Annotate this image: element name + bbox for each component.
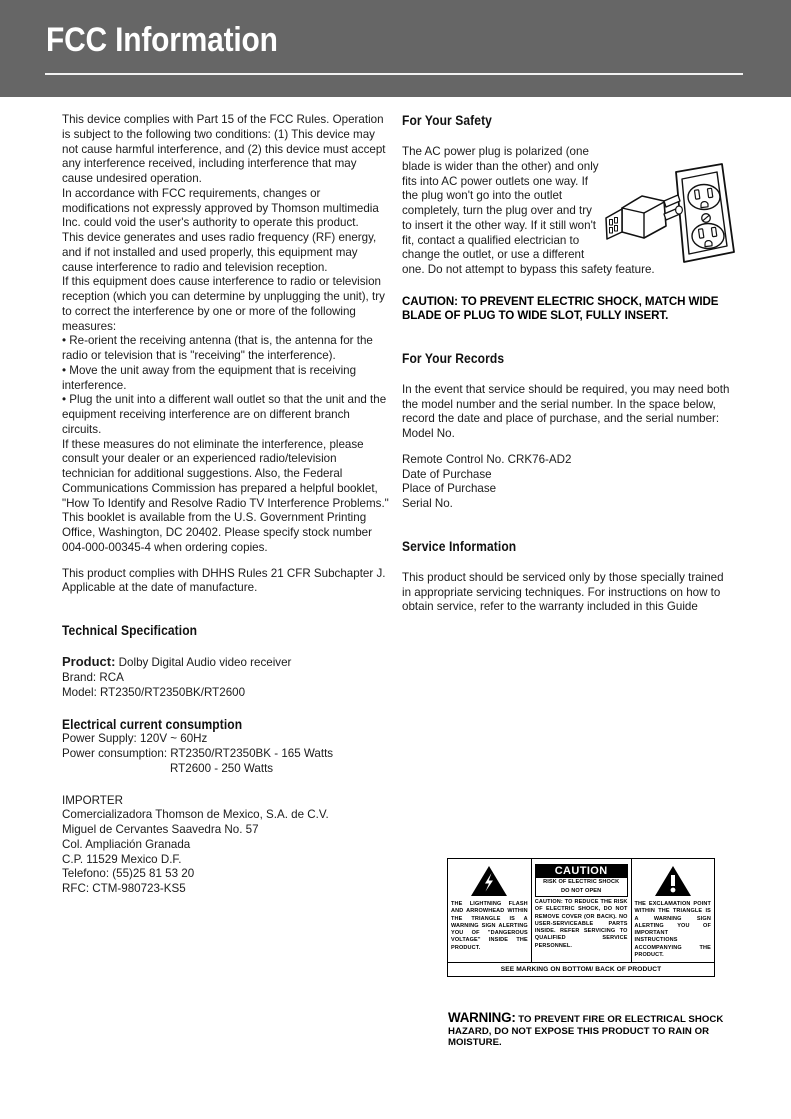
- exclamation-point-triangle-icon: [654, 862, 692, 900]
- safety-paragraph-text: The AC power plug is polarized (one blade is wider than the other) and only fits into AC power outlets one way. If the plug won't go into the outlet completely, turn the plug over and try to insert it the other way. If it still won't fit, contact a qualified electrician to change the outlet, or use a different one. Do not attempt to bypass this safety feature.: [402, 145, 655, 276]
- safety-panel-exclamation-text: THE EXCLAMATION POINT WITHIN THE TRIANGLE IS A WARNING SIGN ALERTING YOU OF IMPORTANT INSTRUCTIONS ACCOMPANYING THE PRODUCT.: [634, 901, 711, 959]
- product-value: Dolby Digital Audio video receiver: [115, 656, 292, 669]
- importer-line-4: C.P. 11529 Mexico D.F.: [62, 852, 182, 866]
- spacer: [402, 512, 732, 539]
- safety-label-panels: [448, 859, 714, 962]
- page-header-band: [0, 0, 791, 97]
- records-field-place-of-purchase: Place of Purchase: [402, 482, 497, 496]
- caution-prevent-shock-text: CAUTION: TO PREVENT ELECTRIC SHOCK, MATCH WIDE BLADE OF PLUG TO WIDE SLOT, FULLY INSERT.: [402, 294, 719, 323]
- records-field-serial-no: Serial No.: [402, 497, 453, 511]
- for-your-safety-heading: For Your Safety: [402, 113, 492, 128]
- see-marking-footer: SEE MARKING ON BOTTOM/ BACK OF PRODUCT: [448, 962, 714, 976]
- records-field-date-of-purchase: Date of Purchase: [402, 467, 492, 481]
- for-your-records-heading: For Your Records: [402, 350, 505, 366]
- caution-cap-banner: [535, 864, 628, 897]
- safety-panel-lightning-text: THE LIGHTNING FLASH AND ARROWHEAD WITHIN THE TRIANGLE IS A WARNING SIGN ALERTING YOU OF "DANGEROUS VOLTAGE" INSIDE THE PRODUCT.: [451, 901, 528, 951]
- fcc-paragraph-2: In accordance with FCC requirements, changes or modifications not expressly approved by Thomson multimedia Inc. could void the user's authority to operate this product.: [62, 186, 379, 230]
- importer-heading: IMPORTER: [62, 793, 123, 807]
- fcc-paragraph-3: This device generates and uses radio frequency (RF) energy, and if not installed and used properly, this equipment may cause interference to radio and television reception.: [62, 231, 377, 274]
- power-supply-line: Power Supply: 120V ~ 60Hz: [62, 732, 208, 746]
- records-field-model-no: Model No.: [402, 427, 455, 441]
- product-label: Product:: [62, 654, 116, 669]
- fcc-paragraph-4: If this equipment does cause interference to radio or television reception (which you can determine by unplugging the unit), try to correct the interference by one or more of the following measures:: [62, 275, 385, 333]
- caution-cap-title: CAUTION: [536, 865, 627, 878]
- warning-body-text: TO PREVENT FIRE OR ELECTRICAL SHOCK HAZARD, DO NOT EXPOSE THIS PRODUCT TO RAIN OR MOISTURE.: [448, 1014, 724, 1049]
- spacer: [62, 700, 389, 717]
- power-consumption-line-2: RT2600 - 250 Watts: [170, 761, 274, 775]
- spacer: [62, 596, 389, 623]
- electrical-consumption-heading: Electrical current consumption: [62, 717, 243, 733]
- caution-cap-line-2: DO NOT OPEN: [536, 888, 627, 897]
- technical-specification-heading: Technical Specification: [62, 623, 198, 638]
- warning-label: WARNING:: [448, 1010, 516, 1025]
- spacer: [402, 442, 732, 453]
- spacer: [62, 777, 389, 794]
- model-line: Model: RT2350/RT2350BK/RT2600: [62, 685, 246, 699]
- importer-line-6: RFC: CTM-980723-KS5: [62, 882, 186, 895]
- importer-line-1: Comercializadora Thomson de Mexico, S.A. de C.V.: [62, 808, 329, 822]
- spacer: [402, 324, 732, 351]
- fcc-bullet-1: • Re-orient the receiving antenna (that is, the antenna for the radio or television that is "receiving" the interference).: [62, 334, 373, 362]
- ac-plug-outlet-illustration: [598, 152, 738, 270]
- spacer: [402, 278, 732, 295]
- records-field-remote-control-no: Remote Control No. CRK76-AD2: [402, 452, 572, 466]
- importer-line-2: Miguel de Cervantes Saavedra No. 57: [62, 823, 259, 836]
- warning-rain-moisture: [448, 1012, 738, 1049]
- product-line: [62, 655, 389, 671]
- safety-panel-exclamation: [632, 859, 714, 962]
- safety-panel-caution-text: CAUTION: TO REDUCE THE RISK OF ELECTRIC SHOCK, DO NOT REMOVE COVER (OR BACK). NO USER-SERVICEABLE PARTS INSIDE. REFER SERVICING TO QUALIFIED SERVICE PERSONNEL.: [534, 899, 628, 949]
- header-divider-rule: [45, 73, 743, 75]
- dhhs-paragraph: This product complies with DHHS Rules 21 CFR Subchapter J. Applicable at the date of manufacture.: [62, 566, 386, 595]
- fcc-paragraph-5: If these measures do not eliminate the interference, please consult your dealer or an experienced radio/television technician for additional suggestions. Also, the Federal Communications Commission has prepared a helpful booklet, "How To Identify and Resolve Radio TV Interference Problems." This booklet is available from the U.S. Government Printing Office, Washington, DC 20402. Please specify stock number 004-000-00345-4 when ordering copies.: [62, 437, 389, 554]
- left-column: [62, 113, 389, 897]
- records-paragraph: In the event that service should be required, you may need both the model number and the serial number. In the space below, record the date and place of purchase, and the serial number:: [402, 382, 730, 426]
- service-paragraph: This product should be serviced only by those specially trained in appropriate servicing techniques. For instructions on how to obtain service, refer to the warranty included in this Guide: [402, 570, 724, 614]
- page-title: FCC Information: [46, 21, 278, 59]
- power-consumption-line: Power consumption: RT2350/RT2350BK - 165 Watts: [62, 747, 334, 760]
- spacer: [62, 638, 389, 655]
- importer-line-3: Col. Ampliación Granada: [62, 837, 191, 851]
- safety-label-box: [447, 858, 715, 977]
- importer-line-5: Telefono: (55)25 81 53 20: [62, 867, 195, 881]
- spacer: [402, 366, 732, 383]
- caution-cap-line-1: RISK OF ELECTRIC SHOCK: [536, 878, 627, 888]
- fcc-paragraph-1: This device complies with Part 15 of the FCC Rules. Operation is subject to the following two conditions: (1) This device may not cause harmful interference, and (2) this device must accept any interference received, including interference that may cause undesired operation.: [62, 113, 386, 185]
- brand-line: Brand: RCA: [62, 670, 124, 684]
- spacer: [402, 554, 732, 571]
- lightning-bolt-triangle-icon: [470, 862, 508, 900]
- service-information-heading: Service Information: [402, 538, 517, 554]
- fcc-bullet-2: • Move the unit away from the equipment that is receiving interference.: [62, 363, 357, 392]
- safety-panel-caution: [532, 859, 632, 962]
- spacer: [402, 128, 732, 145]
- safety-panel-lightning: [448, 859, 532, 962]
- fcc-bullet-3: • Plug the unit into a different wall outlet so that the unit and the equipment receiving interference are on different branch circuits.: [62, 393, 387, 436]
- spacer: [62, 556, 389, 567]
